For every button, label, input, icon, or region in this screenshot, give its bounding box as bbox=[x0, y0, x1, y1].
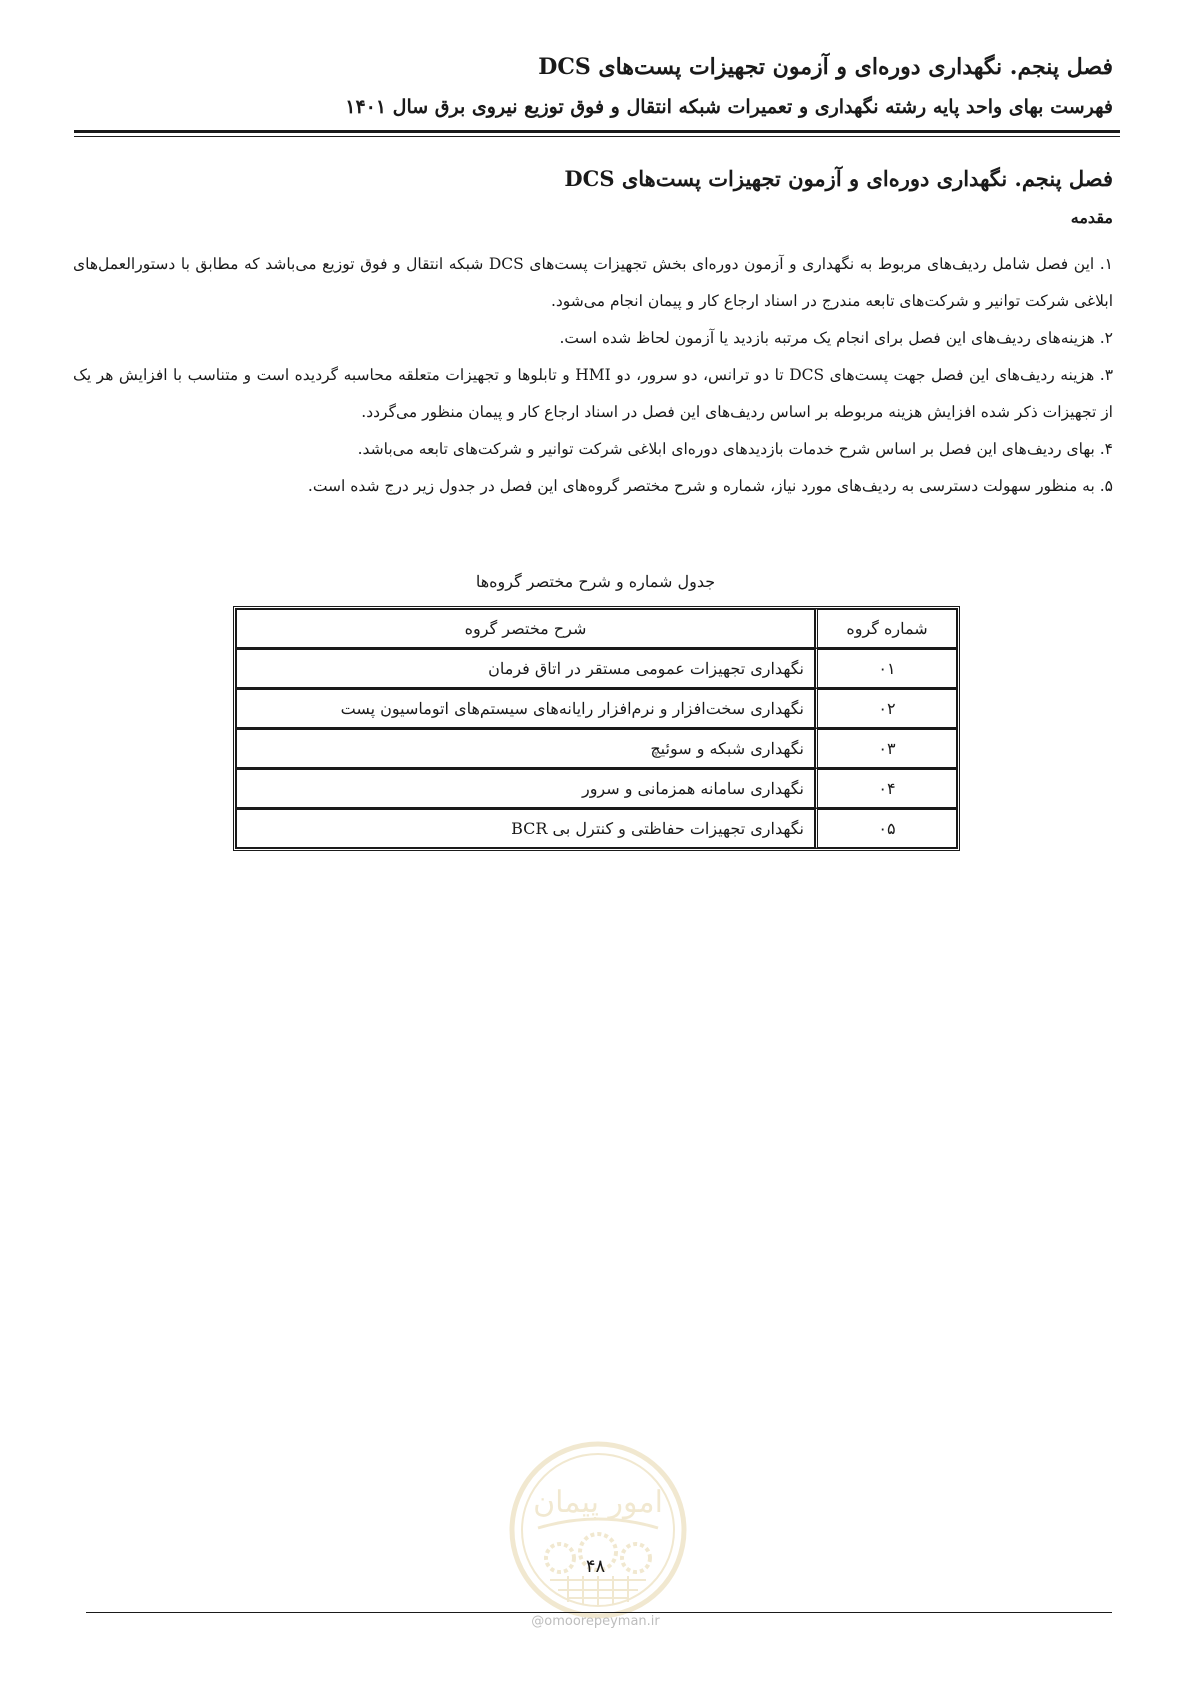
header-group-number: شماره گروه bbox=[815, 609, 957, 648]
table-row bbox=[236, 688, 957, 728]
introduction-body bbox=[73, 246, 1113, 505]
group-table bbox=[233, 606, 960, 851]
section-heading-introduction: مقدمه bbox=[1070, 208, 1113, 227]
running-header-book-title: فهرست بهای واحد پایه رشته نگهداری و تعمیرات شبکه انتقال و فوق توزیع نیروی برق سال ۱۴۰۱ bbox=[345, 96, 1113, 118]
footer-watermark-url: @omoorepeyman.ir bbox=[531, 1614, 660, 1629]
footer-rule bbox=[86, 1612, 1112, 1613]
table-caption: جدول شماره و شرح مختصر گروه‌ها bbox=[475, 572, 716, 591]
paragraph-3: ۳. هزینه ردیف‌های این فصل جهت پست‌های DCS تا دو ترانس، دو سرور، دو HMI و تابلوها و تجهیزات متعلقه محاسبه گردیده است و متناسب با افزایش هر یک از تجهیزات ذکر شده افزایش هزینه مربوطه بر اساس ردیف‌های این فصل در اسناد ارجاع کار و پیمان منظور می‌گردد. bbox=[73, 366, 1114, 421]
paragraph-1: ۱. این فصل شامل ردیف‌های مربوط به نگهداری و آزمون دوره‌ای بخش تجهیزات پست‌های DCS شبکه انتقال و فوق توزیع می‌باشد که مطابق با دستورالعمل‌های ابلاغی شرکت توانیر و شرکت‌های تابعه مندرج در اسناد ارجاع کار و پیمان انجام می‌شود. bbox=[73, 255, 1113, 310]
group-description-cell: نگهداری سامانه همزمانی و سرور bbox=[236, 768, 815, 808]
group-number-cell: ۰۳ bbox=[815, 728, 957, 768]
paragraph-4: ۴. بهای ردیف‌های این فصل بر اساس شرح خدمات بازدیدهای دوره‌ای ابلاغی شرکت توانیر و شرکت‌های تابعه می‌باشد. bbox=[357, 440, 1113, 458]
table-row bbox=[236, 808, 957, 848]
group-number-cell: ۰۱ bbox=[815, 648, 957, 688]
group-description-cell: نگهداری شبکه و سوئیچ bbox=[236, 728, 815, 768]
header-rule-thin bbox=[74, 136, 1120, 137]
watermark-logo-text: امور پیمان bbox=[533, 1485, 663, 1520]
paragraph-2: ۲. هزینه‌های ردیف‌های این فصل برای انجام یک مرتبه بازدید یا آزمون لحاظ شده است. bbox=[559, 329, 1113, 347]
group-description-cell: نگهداری سخت‌افزار و نرم‌افزار رایانه‌های سیستم‌های اتوماسیون پست bbox=[236, 688, 815, 728]
group-description-cell: نگهداری تجهیزات عمومی مستقر در اتاق فرمان bbox=[236, 648, 815, 688]
running-header-chapter: فصل پنجم. نگهداری دوره‌ای و آزمون تجهیزات پست‌های DCS bbox=[538, 54, 1113, 80]
group-description-cell: نگهداری تجهیزات حفاظتی و کنترل بی BCR bbox=[236, 808, 815, 848]
table-row bbox=[236, 768, 957, 808]
header-rule-thick bbox=[74, 130, 1120, 133]
chapter-title: فصل پنجم. نگهداری دوره‌ای و آزمون تجهیزات پست‌های DCS bbox=[564, 166, 1113, 191]
header-group-description: شرح مختصر گروه bbox=[236, 609, 815, 648]
watermark-seal-icon bbox=[508, 1440, 688, 1620]
group-number-cell: ۰۲ bbox=[815, 688, 957, 728]
group-number-cell: ۰۵ bbox=[815, 808, 957, 848]
group-number-cell: ۰۴ bbox=[815, 768, 957, 808]
table-header-row bbox=[236, 609, 957, 648]
page-number: ۴۸ bbox=[585, 1556, 606, 1577]
paragraph-5: ۵. به منظور سهولت دسترسی به ردیف‌های مورد نیاز، شماره و شرح مختصر گروه‌های این فصل در جدول زیر درج شده است. bbox=[307, 477, 1113, 495]
table-row bbox=[236, 728, 957, 768]
table-row bbox=[236, 648, 957, 688]
